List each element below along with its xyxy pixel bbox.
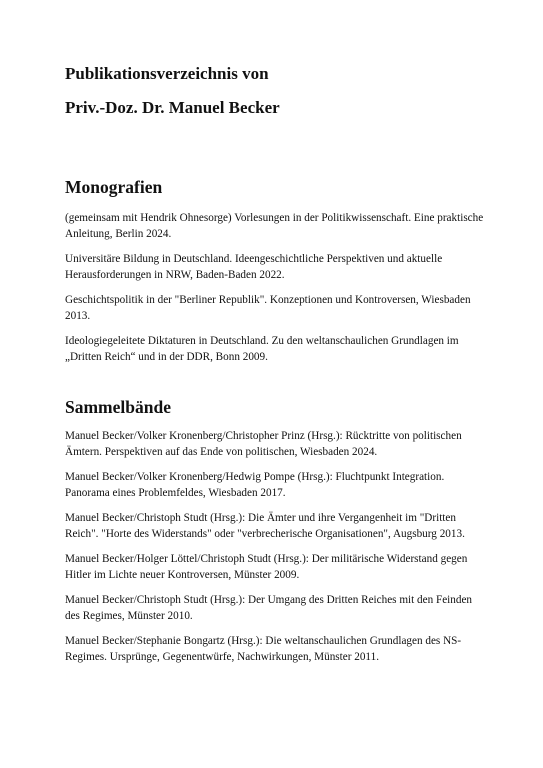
section-heading-sammelbaende: Sammelbände xyxy=(65,397,171,417)
list-item: (gemeinsam mit Hendrik Ohnesorge) Vorlesungen in der Politikwissenschaft. Eine praktische Anleitung, Berlin 2024. xyxy=(65,212,484,240)
sammelbaende-list xyxy=(65,429,485,675)
list-item: Manuel Becker/Christoph Studt (Hrsg.): Der Umgang des Dritten Reiches mit den Feinden des Regimes, Münster 2010. xyxy=(65,594,473,622)
list-item: Ideologiegeleitete Diktaturen in Deutschland. Zu den weltanschaulichen Grundlagen im „Dritten Reich“ und in der DDR, Bonn 2009. xyxy=(65,335,459,363)
section-heading-monografien: Monografien xyxy=(65,177,163,197)
list-item: Manuel Becker/Holger Löttel/Christoph Studt (Hrsg.): Der militärische Widerstand gegen Hitler im Lichte neuer Kontroversen, Münster 2009. xyxy=(65,553,468,581)
page-title-line-1: Publikationsverzeichnis von xyxy=(65,64,269,83)
list-item: Manuel Becker/Stephanie Bongartz (Hrsg.): Die weltanschaulichen Grundlagen des NS-Regimes. Ursprünge, Gegenentwürfe, Nachwirkungen, Münster 2011. xyxy=(65,635,462,663)
list-item: Geschichtspolitik in der "Berliner Republik". Konzeptionen und Kontroversen, Wiesbaden 2013. xyxy=(65,294,471,322)
monografien-list xyxy=(65,211,485,375)
list-item: Universitäre Bildung in Deutschland. Ideengeschichtliche Perspektiven und aktuelle Herausforderungen in NRW, Baden-Baden 2022. xyxy=(65,253,443,281)
page-title-line-2: Priv.-Doz. Dr. Manuel Becker xyxy=(65,98,280,117)
list-item: Manuel Becker/Volker Kronenberg/Christopher Prinz (Hrsg.): Rücktritte von politischen Ämtern. Perspektiven auf das Ende von politischen, Wiesbaden 2024. xyxy=(65,430,462,458)
list-item: Manuel Becker/Volker Kronenberg/Hedwig Pompe (Hrsg.): Fluchtpunkt Integration. Panorama eines Problemfeldes, Wiesbaden 2017. xyxy=(65,471,445,499)
list-item: Manuel Becker/Christoph Studt (Hrsg.): Die Ämter und ihre Vergangenheit im "Dritten Reich". "Horte des Widerstands" oder "verbrecherische Organisationen", Augsburg 2013. xyxy=(65,512,465,540)
